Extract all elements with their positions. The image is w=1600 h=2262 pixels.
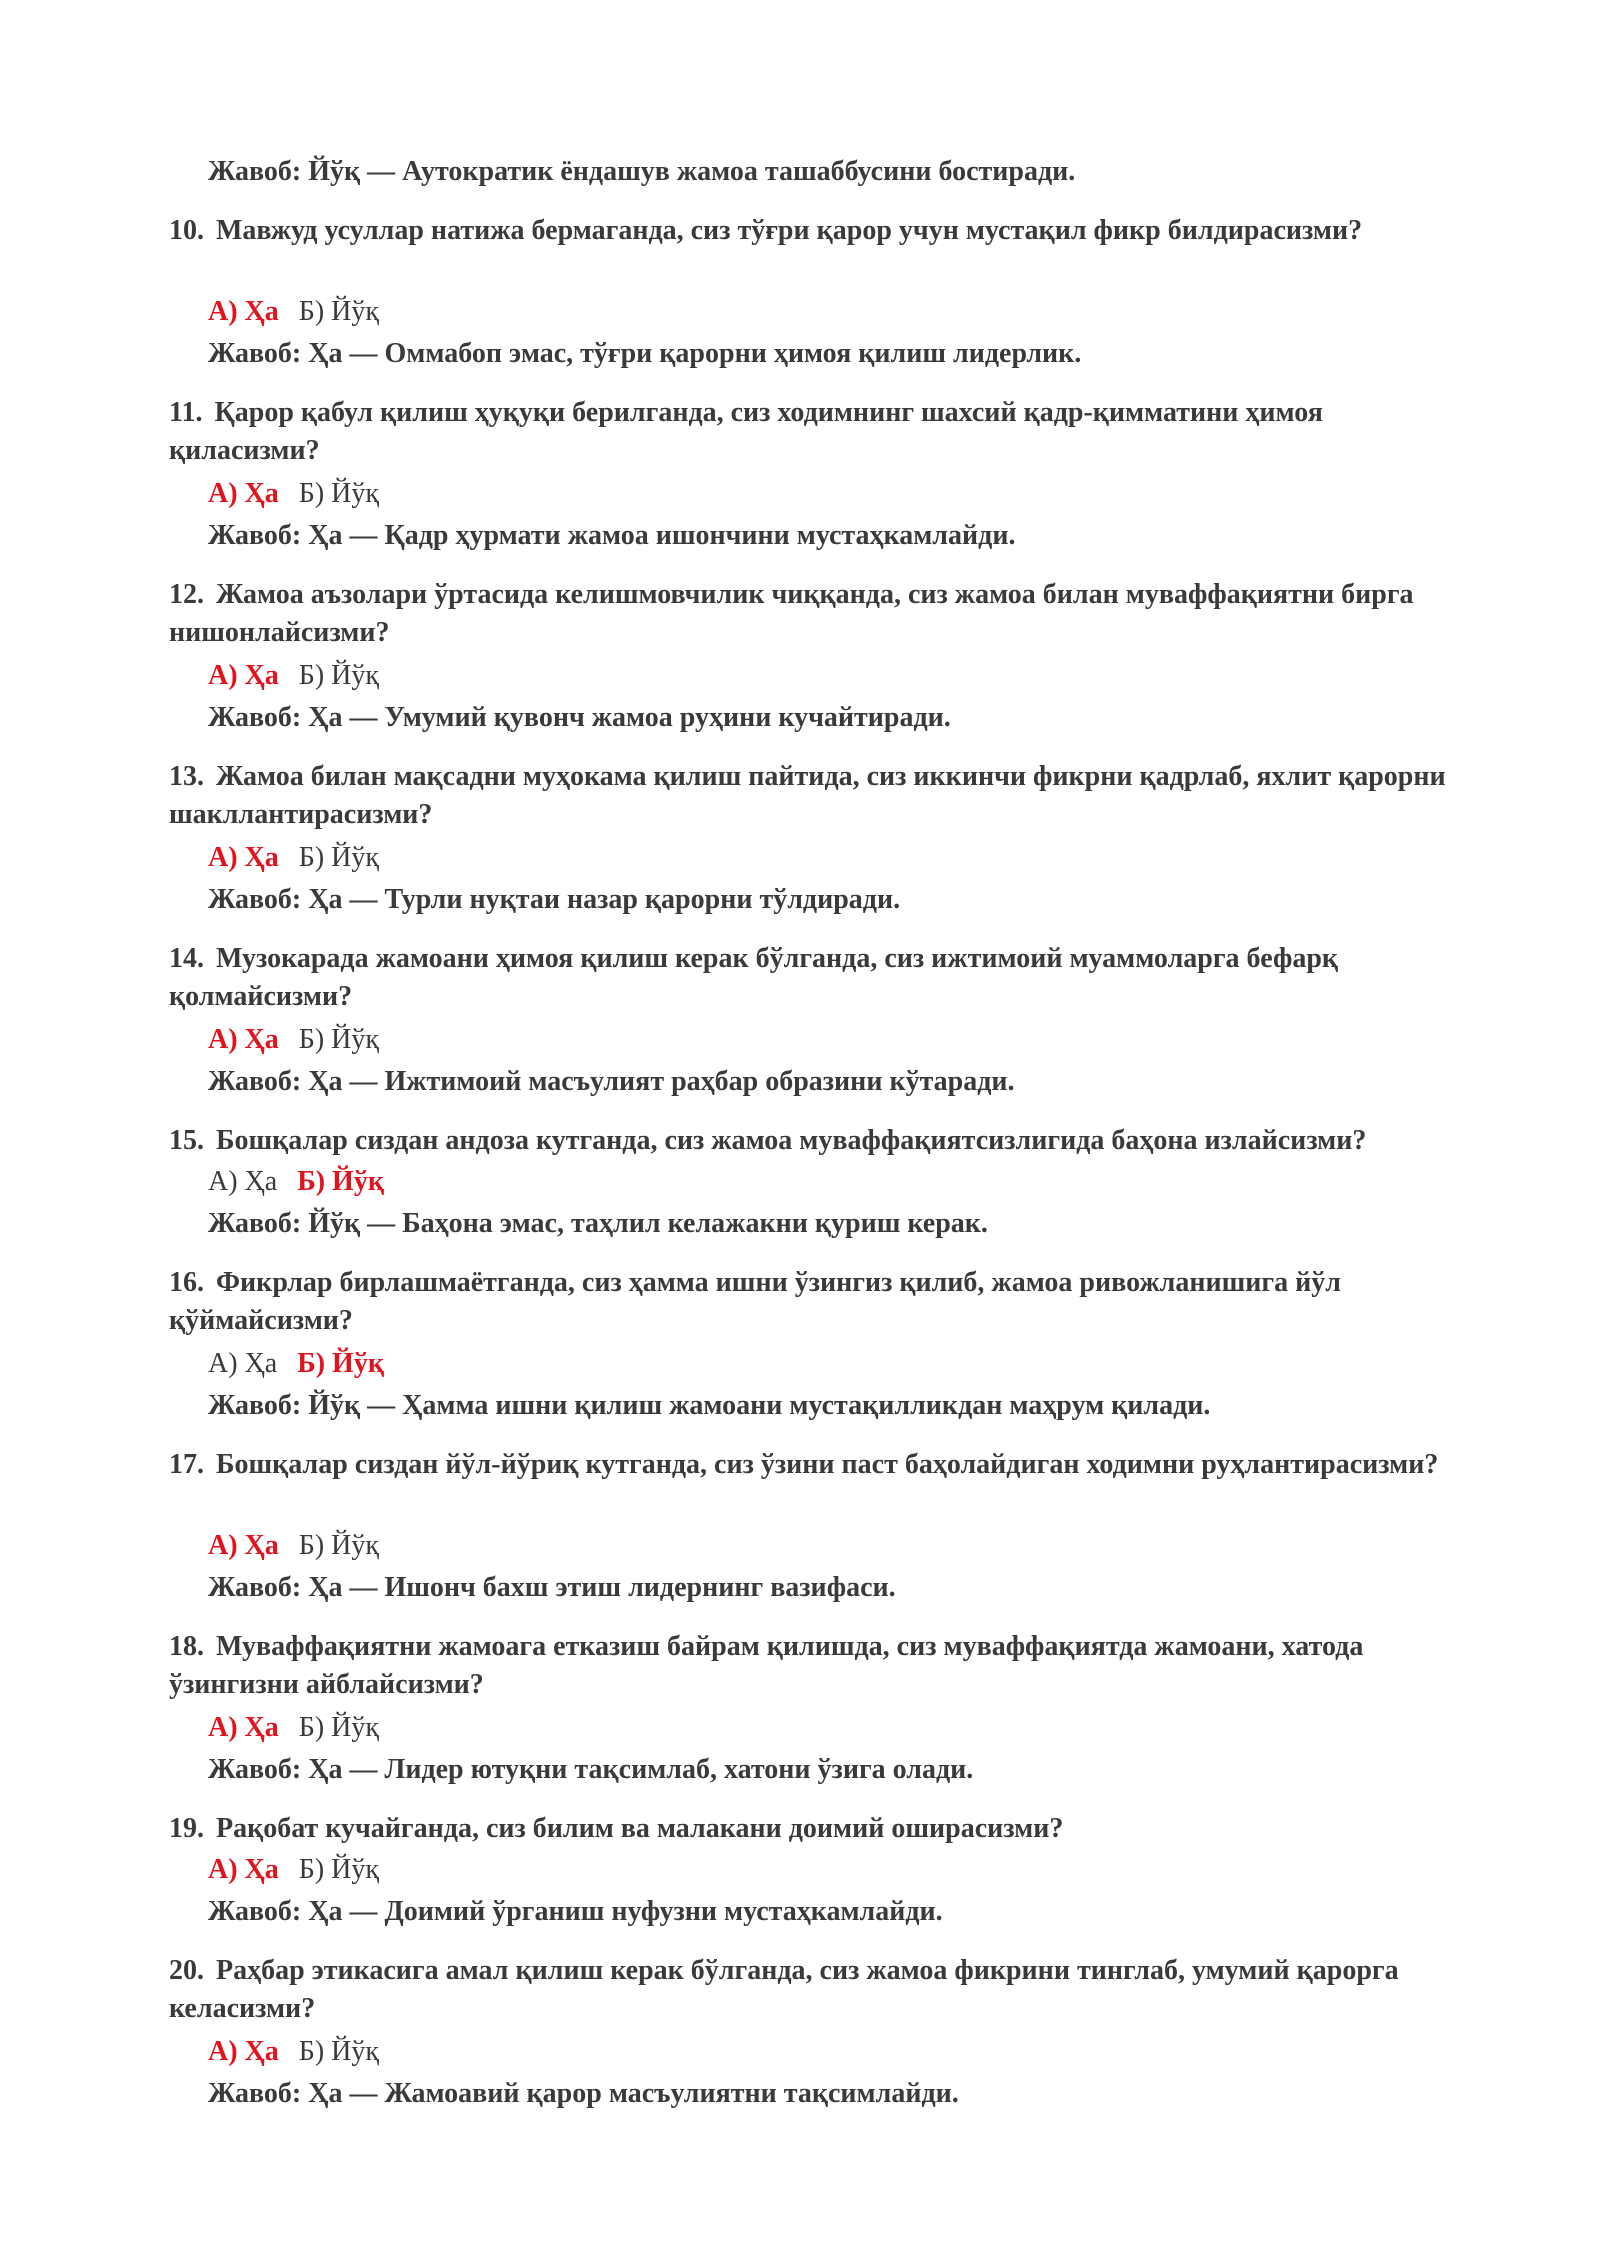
options-13 xyxy=(208,840,399,876)
question-19 xyxy=(169,1810,1459,1848)
question-10 xyxy=(169,212,1459,250)
options-15 xyxy=(208,1164,404,1200)
options-14 xyxy=(208,1022,399,1058)
question-text: Бошқалар сиздан йўл-йўриқ кутганда, сиз ўзини паст баҳолайдиган ходимни руҳлантирасизми? xyxy=(216,1449,1439,1480)
option-a[interactable]: А) Ҳа xyxy=(208,1712,279,1743)
option-a[interactable]: А) Ҳа xyxy=(208,1530,279,1561)
answer-9: Жавоб: Йўқ — Аутократик ёндашув жамоа ташаббусини бостиради. xyxy=(208,156,1076,187)
option-b[interactable]: Б) Йўқ xyxy=(298,660,379,691)
question-number: 12. xyxy=(169,579,204,610)
question-number: 17. xyxy=(169,1449,204,1480)
question-15 xyxy=(169,1122,1459,1160)
answer-11: Жавоб: Ҳа — Қадр ҳурмати жамоа ишончини мустаҳкамлайди. xyxy=(208,520,1016,551)
option-a[interactable]: А) Ҳа xyxy=(208,1348,278,1379)
question-14 xyxy=(169,940,1459,1016)
answer-16: Жавоб: Йўқ — Ҳамма ишни қилиш жамоани мустақилликдан маҳрум қилади. xyxy=(208,1390,1211,1421)
question-number: 19. xyxy=(169,1813,204,1844)
question-number: 11. xyxy=(169,397,203,428)
answer-19: Жавоб: Ҳа — Доимий ўрганиш нуфузни мустаҳкамлайди. xyxy=(208,1896,943,1927)
option-a[interactable]: А) Ҳа xyxy=(208,660,279,691)
option-a[interactable]: А) Ҳа xyxy=(208,296,279,327)
question-number: 18. xyxy=(169,1631,204,1662)
question-number: 10. xyxy=(169,215,204,246)
question-11 xyxy=(169,394,1459,470)
option-b[interactable]: Б) Йўқ xyxy=(298,296,379,327)
option-a[interactable]: А) Ҳа xyxy=(208,842,279,873)
answer-10: Жавоб: Ҳа — Оммабоп эмас, тўғри қарорни ҳимоя қилиш лидерлик. xyxy=(208,338,1082,369)
options-11 xyxy=(208,476,399,512)
option-b[interactable]: Б) Йўқ xyxy=(298,1712,379,1743)
option-b[interactable]: Б) Йўқ xyxy=(298,1530,379,1561)
question-12 xyxy=(169,576,1459,652)
option-b[interactable]: Б) Йўқ xyxy=(298,1854,379,1885)
question-text: Қарор қабул қилиш ҳуқуқи берилганда, сиз ходимнинг шахсий қадр-қимматини ҳимоя қиласизми? xyxy=(169,397,1323,466)
option-b[interactable]: Б) Йўқ xyxy=(297,1166,384,1197)
answer-14: Жавоб: Ҳа — Ижтимоий масъулият раҳбар образини кўтаради. xyxy=(208,1066,1015,1097)
question-text: Жамоа билан мақсадни муҳокама қилиш пайтида, сиз иккинчи фикрни қадрлаб, яхлит қарорни шакллантирасизми? xyxy=(169,761,1446,830)
question-17 xyxy=(169,1446,1459,1484)
question-number: 15. xyxy=(169,1125,204,1156)
question-number: 13. xyxy=(169,761,204,792)
answer-13: Жавоб: Ҳа — Турли нуқтаи назар қарорни тўлдиради. xyxy=(208,884,901,915)
question-13 xyxy=(169,758,1459,834)
option-b[interactable]: Б) Йўқ xyxy=(297,1348,384,1379)
question-text: Мавжуд усуллар натижа бермаганда, сиз тўғри қарор учун мустақил фикр билдирасизми? xyxy=(216,215,1363,246)
answer-17: Жавоб: Ҳа — Ишонч бахш этиш лидернинг вазифаси. xyxy=(208,1572,896,1603)
option-a[interactable]: А) Ҳа xyxy=(208,478,279,509)
question-number: 16. xyxy=(169,1267,204,1298)
options-18 xyxy=(208,1710,399,1746)
options-12 xyxy=(208,658,399,694)
answer-18: Жавоб: Ҳа — Лидер ютуқни тақсимлаб, хатони ўзига олади. xyxy=(208,1754,974,1785)
question-text: Фикрлар бирлашмаётганда, сиз ҳамма ишни ўзингиз қилиб, жамоа ривожланишига йўл қўймайсизми? xyxy=(169,1267,1341,1336)
options-19 xyxy=(208,1852,399,1888)
option-a[interactable]: А) Ҳа xyxy=(208,1024,279,1055)
option-a[interactable]: А) Ҳа xyxy=(208,1854,279,1885)
question-text: Муваффақиятни жамоага етказиш байрам қилишда, сиз муваффақиятда жамоани, хатода ўзингизни айблайсизми? xyxy=(169,1631,1364,1700)
option-b[interactable]: Б) Йўқ xyxy=(298,842,379,873)
options-17 xyxy=(208,1528,399,1564)
question-number: 14. xyxy=(169,943,204,974)
question-text: Раҳбар этикасига амал қилиш керак бўлганда, сиз жамоа фикрини тинглаб, умумий қарорга келасизми? xyxy=(169,1955,1399,2024)
answer-20: Жавоб: Ҳа — Жамоавий қарор масъулиятни тақсимлайди. xyxy=(208,2078,959,2109)
option-b[interactable]: Б) Йўқ xyxy=(298,478,379,509)
question-text: Жамоа аъзолари ўртасида келишмовчилик чиққанда, сиз жамоа билан муваффақиятни бирга нишонлайсизми? xyxy=(169,579,1414,648)
option-b[interactable]: Б) Йўқ xyxy=(298,2036,379,2067)
options-20 xyxy=(208,2034,399,2070)
question-text: Бошқалар сиздан андоза кутганда, сиз жамоа муваффақиятсизлигида баҳона излайсизми? xyxy=(216,1125,1367,1156)
option-b[interactable]: Б) Йўқ xyxy=(298,1024,379,1055)
question-text: Музокарада жамоани ҳимоя қилиш керак бўлганда, сиз ижтимоий муаммоларга бефарқ қолмайсизми? xyxy=(169,943,1339,1012)
question-16 xyxy=(169,1264,1459,1340)
question-text: Рақобат кучайганда, сиз билим ва малакани доимий оширасизми? xyxy=(216,1813,1064,1844)
options-10 xyxy=(208,294,399,330)
options-16 xyxy=(208,1346,404,1382)
option-a[interactable]: А) Ҳа xyxy=(208,2036,279,2067)
question-18 xyxy=(169,1628,1459,1704)
question-number: 20. xyxy=(169,1955,204,1986)
option-a[interactable]: А) Ҳа xyxy=(208,1166,278,1197)
answer-12: Жавоб: Ҳа — Умумий қувонч жамоа руҳини кучайтиради. xyxy=(208,702,951,733)
answer-15: Жавоб: Йўқ — Баҳона эмас, таҳлил келажакни қуриш керак. xyxy=(208,1208,988,1239)
question-20 xyxy=(169,1952,1459,2028)
